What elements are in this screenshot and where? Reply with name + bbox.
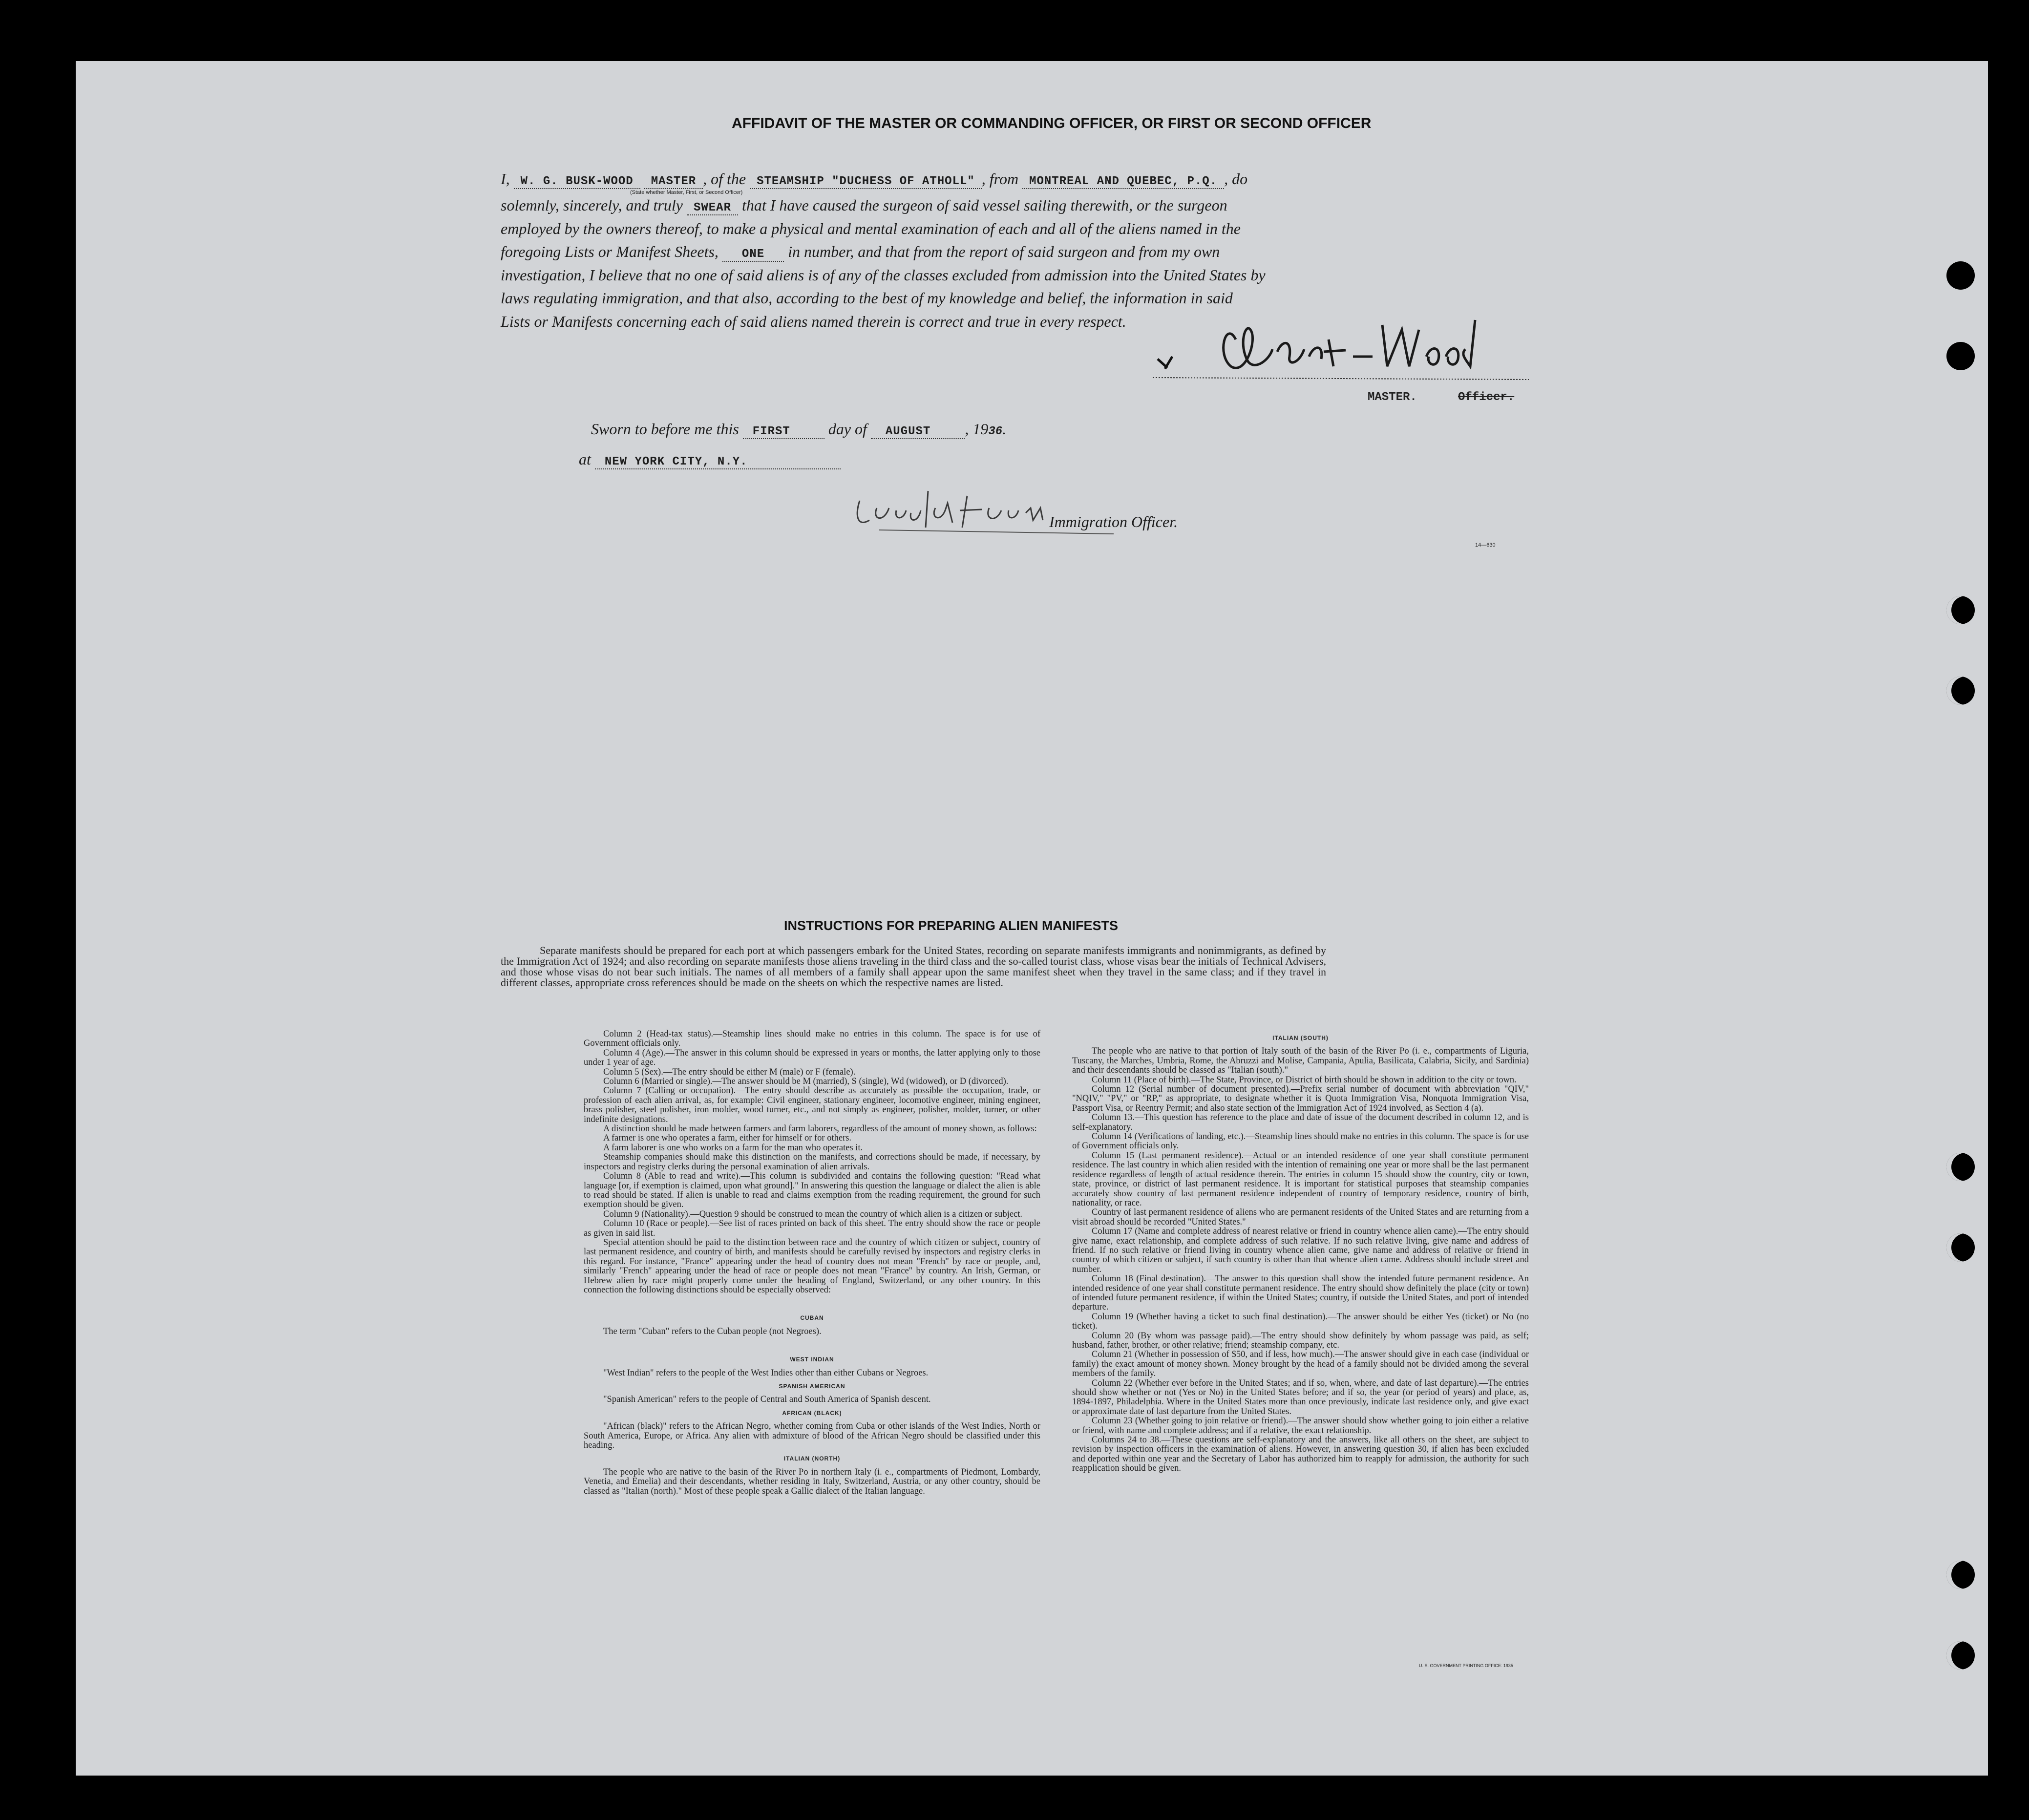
instruction-paragraph: Column 11 (Place of birth).—The State, Province, or District of birth should be shown in addition to the city or town.: [1092, 1075, 1517, 1085]
affidavit-line-6: laws regulating immigration, and that also, according to the best of my knowledge and belief, the information in said: [501, 289, 1233, 307]
sworn-place: NEW YORK CITY, N.Y.: [595, 455, 841, 469]
sworn-day: FIRST: [743, 425, 824, 439]
section-heading: ITALIAN (SOUTH): [1272, 1035, 1329, 1041]
immigration-officer-label: Immigration Officer.: [1049, 513, 1178, 530]
sworn-line: Sworn to before me this FIRST day of AUGUST , 1936.: [591, 420, 1007, 438]
rank-hint: (State whether Master, First, or Second Officer): [630, 190, 743, 195]
at-line: at NEW YORK CITY, N.Y.: [579, 450, 841, 468]
form-number: 14—630: [1475, 542, 1496, 548]
instructions-title: INSTRUCTIONS FOR PREPARING ALIEN MANIFESTS: [784, 918, 1119, 933]
affidavit-title: AFFIDAVIT OF THE MASTER OR COMMANDING OFFICER, OR FIRST OR SECOND OFFICER: [732, 115, 1372, 131]
punch-hole: [1946, 261, 1975, 290]
printer-imprint: U. S. GOVERNMENT PRINTING OFFICE: 1935: [1419, 1663, 1513, 1668]
instruction-paragraph: Column 8 (Able to read and write).—This column is subdivided and contains the following question: "Read what language [or, if exemption is claimed, upon what ground]." In answering this question the language or dialect the alien is able to read should be stated. If alien is unable to read and claims exemption from the reading requirement, the ground for such exemption should be given.: [584, 1171, 1040, 1210]
instruction-paragraph: Column 7 (Calling or occupation).—The entry should describe as accurately as possible the occupation, trade, or profession of each alien arrival, as, for example: Civil engineer, stationary engineer, locomotive engineer, mining engineer, brass polisher, steel polisher, iron molder, wood turner, etc., and not simply as engineer, polisher, molder, turner, or other indefinite designations.: [584, 1086, 1040, 1124]
instruction-paragraph: Column 12 (Serial number of document presented).—Prefix serial number of document with abbreviation "QIV," "NQIV," "PV," or "RP," as appropriate, to designate whether it is Quota Immigration Visa, Nonquota Immigration Visa, Passport Visa, or Reentry Permit; and also state section of the Immigration Act of 1924 involved, as Section 4 (a).: [1072, 1084, 1529, 1113]
departure-port: MONTREAL AND QUEBEC, P.Q.: [1022, 175, 1224, 189]
affidavit-line-3: employed by the owners thereof, to make a physical and mental examination of each and all of the aliens named in the: [501, 220, 1241, 237]
punch-hole: [1946, 1641, 1975, 1670]
officer-rank: MASTER: [644, 175, 703, 189]
instruction-paragraph: The people who are native to that portion of Italy south of the basin of the River Po (i. e., compartments of Liguria, Tuscany, the Marches, Umbria, Rome, the Abruzzi and Molise, Campania, Apulia, Basilicata, Calabria, Sicily, and Sardinia) and their descendants should be classed as "Italian (south).": [1072, 1046, 1529, 1076]
affidavit-line-4: foregoing Lists or Manifest Sheets, ONE in number, and that from the report of said surgeon and from my own: [501, 243, 1220, 261]
instruction-paragraph: Column 18 (Final destination).—The answer to this question shall show the intended future permanent residence. An intended residence of one year shall constitute permanent residence. The entry should show definitely the place (city or town) of intended future permanent residence, if within the United States; country, if outside the United States, and port of intended departure.: [1072, 1274, 1529, 1312]
sworn-year: 36: [988, 425, 1003, 438]
instruction-paragraph: A distinction should be made between farmers and farm laborers, regardless of the amount of money shown, as follows:: [603, 1124, 1037, 1134]
instruction-paragraph: Column 19 (Whether having a ticket to such final destination).—The answer should be either Yes (ticket) or No (no ticket).: [1072, 1312, 1529, 1332]
section-heading: SPANISH AMERICAN: [779, 1383, 845, 1390]
instruction-paragraph: Column 23 (Whether going to join relative or friend).—The answer should show whether going to join either a relative or friend, with name and complete address; and if a relative, the exact relationship.: [1072, 1416, 1529, 1436]
signature-title-struck: Officer.: [1458, 391, 1515, 404]
instruction-paragraph: Column 10 (Race or people).—See list of races printed on back of this sheet. The entry should show the race or people as given in said list.: [584, 1219, 1040, 1238]
instruction-paragraph: Column 14 (Verifications of landing, etc.).—Steamship lines should make no entries in this column. The space is for use of Government officials only.: [1072, 1132, 1529, 1151]
punch-hole: [1946, 596, 1975, 624]
punch-hole: [1946, 1233, 1975, 1262]
instruction-paragraph: "Spanish American" refers to the people of Central and South America of Spanish descent.: [603, 1395, 931, 1405]
instructions-left-column: [584, 1030, 1040, 1496]
instruction-paragraph: Column 22 (Whether ever before in the United States; and if so, when, where, and date of last departure).—The entries should show whether or not (Yes or No) in the United States before; and if so, the year (or period of years) and place, as, 1894-1897, Philadelphia. Where in the United States more than once previously, indicate last residence only, and give exact or approximate date of last departure from the United States.: [1072, 1378, 1529, 1417]
instruction-paragraph: Column 21 (Whether in possession of $50, and if less, how much).—The answer should give in each case (individual or family) the exact amount of money shown. Money brought by the head of a family should not be divided among the several members of the family.: [1072, 1350, 1529, 1379]
instruction-paragraph: Column 9 (Nationality).—Question 9 should be construed to mean the country of which alien is a citizen or subject.: [603, 1209, 1023, 1219]
section-heading: WEST INDIAN: [790, 1356, 834, 1363]
instructions-right-column: [1072, 1030, 1529, 1474]
instruction-paragraph: Column 13.—This question has reference to the place and date of issue of the document described in column 12, and is self-explanatory.: [1072, 1113, 1529, 1132]
instruction-paragraph: Column 15 (Last permanent residence).—Actual or an intended residence of one year shall constitute permanent residence. The last country in which alien resided with the intention of remaining one year or more shall be the last permanent residence regardless of length of actual residence therein. The entries in column 15 should show the country, city or town, state, province, or district of last permanent residence. It is important for statistical purposes that steamship companies accurately show country of last permanent residence independent of country of temporary residence, country of birth, nationality, or race.: [1072, 1150, 1529, 1208]
oath-word: SWEAR: [687, 201, 738, 215]
ship-name: STEAMSHIP "DUCHESS OF ATHOLL": [750, 175, 982, 189]
master-name: W. G. BUSK-WOOD: [514, 175, 640, 189]
instruction-paragraph: The people who are native to the basin of the River Po in northern Italy (i. e., compartments of Piedmont, Lombardy, Venetia, and Emelia) and their descendants, whether residing in Italy, Switzerland, Austria, or any other country, should be classed as "Italian (north)." Most of these people speak a Gallic dialect of the Italian language.: [584, 1467, 1040, 1496]
instruction-paragraph: "West Indian" refers to the people of the West Indies other than either Cubans or Negroes.: [603, 1368, 929, 1378]
punch-hole: [1946, 1153, 1975, 1181]
sheets-count: ONE: [722, 248, 784, 262]
instruction-paragraph: Column 6 (Married or single).—The answer should be M (married), S (single), Wd (widowed), or D (divorced).: [603, 1077, 1009, 1087]
instruction-paragraph: Column 17 (Name and complete address of nearest relative or friend in country whence alien came).—The entry should give name, exact relationship, and complete address of such relative. If no such relative living, give name and address of friend. If no such relative or friend living in country whence alien came, give name and address of relative or friend in country of which citizen or subject, if such country is other than that whence alien came. Address should include street and number.: [1072, 1227, 1529, 1274]
instruction-paragraph: A farm laborer is one who works on a farm for the man who operates it.: [603, 1143, 863, 1153]
affidavit-line-7: Lists or Manifests concerning each of said aliens named therein is correct and true in every respect.: [501, 313, 1126, 330]
instruction-paragraph: "African (black)" refers to the African Negro, whether coming from Cuba or other islands of the West Indies, North or South America, Europe, or Africa. Any alien with admixture of blood of the African Negro should be classified under this heading.: [584, 1421, 1040, 1451]
affidavit-line-5: investigation, I believe that no one of said aliens is of any of the classes excluded from admission into the United States by: [501, 266, 1266, 284]
instruction-paragraph: A farmer is one who operates a farm, either for himself or for others.: [603, 1133, 852, 1143]
affidavit-line-2: solemnly, sincerely, and truly SWEAR that I have caused the surgeon of said vessel sailing therewith, or the surgeon: [501, 196, 1227, 214]
instruction-paragraph: Steamship companies should make this distinction on the manifests, and corrections should be made, if necessary, by inspectors and registry clerks during the personal examination of alien arrivals.: [584, 1152, 1040, 1172]
instruction-paragraph: Country of last permanent residence of aliens who are permanent residents of the United States and are returning from a visit abroad should be recorded "United States.": [1072, 1207, 1529, 1227]
instruction-paragraph: Columns 24 to 38.—These questions are self-explanatory and the answers, like all others on the sheet, are subject to revision by inspection officers in the examination of aliens. However, in answering question 30, if alien has been excluded and deported within one year and the Secretary of Labor has authorized him to reapply for admission, the authority for such reapplication should be given.: [1072, 1435, 1529, 1474]
sworn-month: AUGUST: [871, 425, 965, 439]
instruction-paragraph: Column 4 (Age).—The answer in this column should be expressed in years or months, the latter applying only to those under 1 year of age.: [584, 1048, 1040, 1068]
scan-speck: [15, 188, 20, 193]
punch-hole: [1946, 342, 1975, 370]
instruction-paragraph: Column 5 (Sex).—The entry should be either M (male) or F (female).: [603, 1067, 856, 1077]
instruction-paragraph: Special attention should be paid to the distinction between race and the country of which citizen or subject, country of last permanent residence, and country of birth, and manifests should be carefully revised by inspectors and registry clerks in this regard. For instance, "France" appearing under the head of country does not mean "French" by race or people, and, similarly "French" appearing under the head of race or people does not mean "France" by country. An Irish, German, or Hebrew alien by race might properly come under the heading of England, Switzerland, or any other country. In this connection the following distinctions should be especially observed:: [584, 1237, 1040, 1295]
punch-hole: [1946, 1561, 1975, 1589]
scan-speck: [22, 205, 26, 209]
section-heading: CUBAN: [800, 1314, 824, 1322]
section-heading: ITALIAN (NORTH): [783, 1455, 841, 1462]
affidavit-line-1: I, W. G. BUSK-WOOD MASTER , of the STEAMSHIP "DUCHESS OF ATHOLL" , from MONTREAL AND QUEBEC, P.Q. , do: [501, 170, 1248, 188]
instruction-paragraph: The term "Cuban" refers to the Cuban people (not Negroes).: [603, 1326, 822, 1336]
instructions-intro: Separate manifests should be prepared for each port at which passengers embark for the United States, recording on separate manifests immigrants and nonimmigrants, as defined by the Immigration Act of 1924; and also recording on separate manifests those aliens traveling in the third class and the so-called tourist class, whose visas bear the initials of Technical Advisers, and those whose visas do not bear such initials. The names of all members of a family shall appear upon the same manifest sheet when they travel in the same class; and if they travel in different classes, appropriate cross references should be made on the sheets on which the respective names are listed.: [501, 944, 1326, 989]
instruction-paragraph: Column 20 (By whom was passage paid).—The entry should show definitely by whom passage was paid, as self; husband, father, brother, or other relative; friend; steamship company, etc.: [1072, 1331, 1529, 1350]
master-signature: [1153, 310, 1504, 383]
section-heading: AFRICAN (BLACK): [782, 1409, 842, 1417]
signature-title: MASTER.: [1368, 391, 1417, 404]
instruction-paragraph: Column 2 (Head-tax status).—Steamship lines should make no entries in this column. The space is for use of Government officials only.: [584, 1029, 1040, 1049]
punch-hole: [1946, 677, 1975, 705]
